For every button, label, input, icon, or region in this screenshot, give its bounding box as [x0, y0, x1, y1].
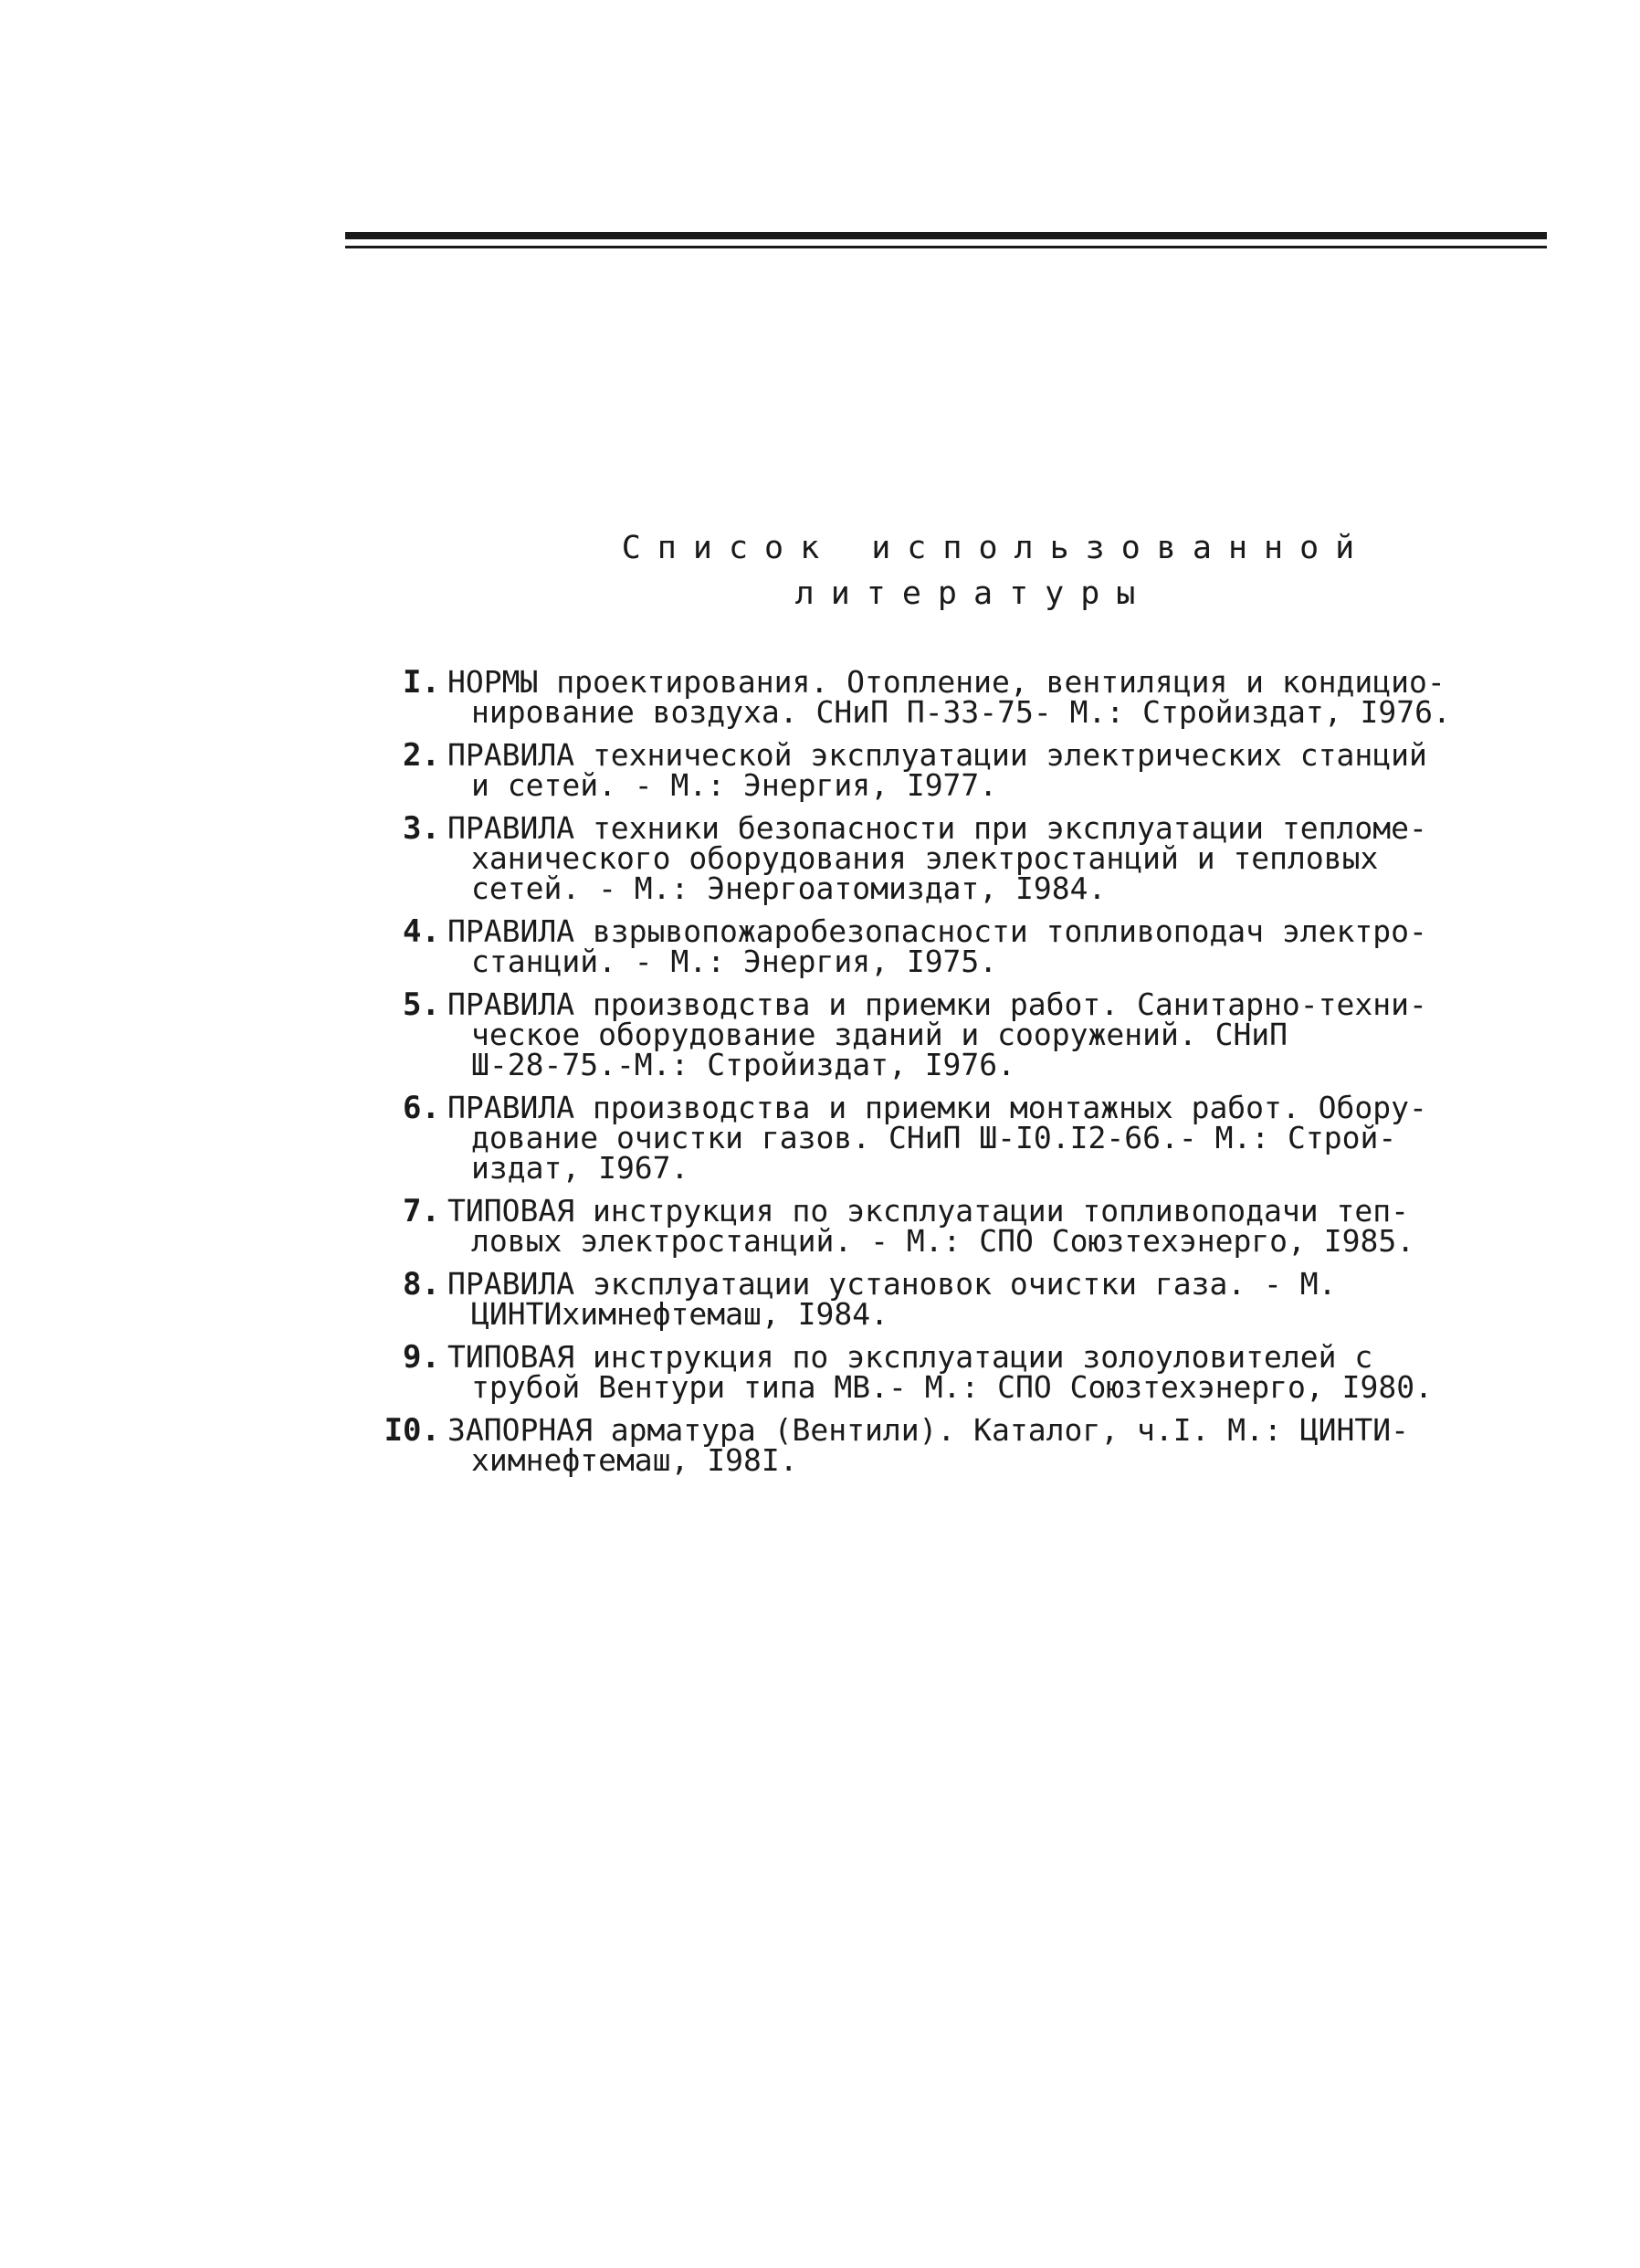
reference-number: I0.: [384, 1412, 440, 1449]
reference-text-line: ПРАВИЛА техники безопасности при эксплуатации тепломе-: [447, 810, 1427, 846]
reference-text-line: нирование воздуха. СНиП П-33-75- М.: Стройиздат, I976.: [471, 694, 1451, 730]
reference-number: 8.: [403, 1266, 440, 1303]
reference-item-3: [365, 810, 1543, 906]
page-title-line-1: Список использованной: [621, 530, 1372, 566]
reference-text-line: ловых электростанций. - М.: СПО Союзтехэнерго, I985.: [471, 1223, 1415, 1259]
reference-text-line: НОРМЫ проектирования. Отопление, вентиляция и кондицио-: [447, 664, 1446, 700]
reference-text-line: ПРАВИЛА взрывопожаробезопасности топливоподач электро-: [447, 913, 1427, 949]
reference-text-line: ТИПОВАЯ инструкция по эксплуатации топливоподачи теп-: [447, 1193, 1409, 1229]
reference-list: [365, 664, 1543, 1488]
reference-item-5: [365, 986, 1543, 1082]
reference-item-1: [365, 664, 1543, 730]
reference-item-4: [365, 913, 1543, 979]
reference-text-line: издат, I967.: [471, 1150, 689, 1186]
reference-number: I.: [403, 664, 440, 701]
reference-item-6: [365, 1090, 1543, 1186]
reference-item-8: [365, 1266, 1543, 1332]
header-rule-thick: [345, 232, 1547, 239]
reference-item-2: [365, 737, 1543, 803]
reference-text-line: сетей. - М.: Энергоатомиздат, I984.: [471, 870, 1107, 906]
reference-text-line: ТИПОВАЯ инструкция по эксплуатации золоуловителей с: [447, 1339, 1373, 1375]
reference-text-line: трубой Вентури типа МВ.- М.: СПО Союзтехэнерго, I980.: [471, 1369, 1433, 1405]
reference-number: 6.: [403, 1090, 440, 1126]
reference-number: 9.: [403, 1339, 440, 1376]
reference-text-line: и сетей. - М.: Энергия, I977.: [471, 767, 998, 803]
reference-number: 4.: [403, 913, 440, 950]
reference-item-9: [365, 1339, 1543, 1405]
reference-text-line: ПРАВИЛА эксплуатации установок очистки газа. - М.: [447, 1266, 1337, 1302]
reference-text-line: ПРАВИЛА производства и приемки работ. Санитарно-техни-: [447, 986, 1427, 1022]
reference-item-7: [365, 1193, 1543, 1259]
reference-text-line: ЦИНТИхимнефтемаш, I984.: [471, 1296, 888, 1332]
reference-item-10: [365, 1412, 1543, 1478]
reference-text-line: ханического оборудования электростанций и тепловых: [471, 840, 1379, 876]
page-title-line-2: литературы: [794, 575, 1152, 612]
reference-text-line: ПРАВИЛА технической эксплуатации электрических станций: [447, 737, 1427, 773]
reference-number: 2.: [403, 737, 440, 774]
reference-text-line: станций. - М.: Энергия, I975.: [471, 944, 998, 979]
reference-text-line: ЗАПОРНАЯ арматура (Вентили). Каталог, ч.I. М.: ЦИНТИ-: [447, 1412, 1409, 1448]
reference-text-line: химнефтемаш, I98I.: [471, 1442, 798, 1478]
reference-number: 5.: [403, 986, 440, 1023]
reference-number: 3.: [403, 810, 440, 847]
header-rule-thin: [345, 246, 1547, 248]
reference-text-line: ческое оборудование зданий и сооружений. СНиП: [471, 1017, 1288, 1052]
reference-text-line: ПРАВИЛА производства и приемки монтажных работ. Обору-: [447, 1090, 1427, 1125]
reference-number: 7.: [403, 1193, 440, 1229]
reference-text-line: дование очистки газов. СНиП Ш-I0.I2-66.- М.: Строй-: [471, 1120, 1397, 1155]
reference-text-line: Ш-28-75.-М.: Стройиздат, I976.: [471, 1047, 1016, 1082]
